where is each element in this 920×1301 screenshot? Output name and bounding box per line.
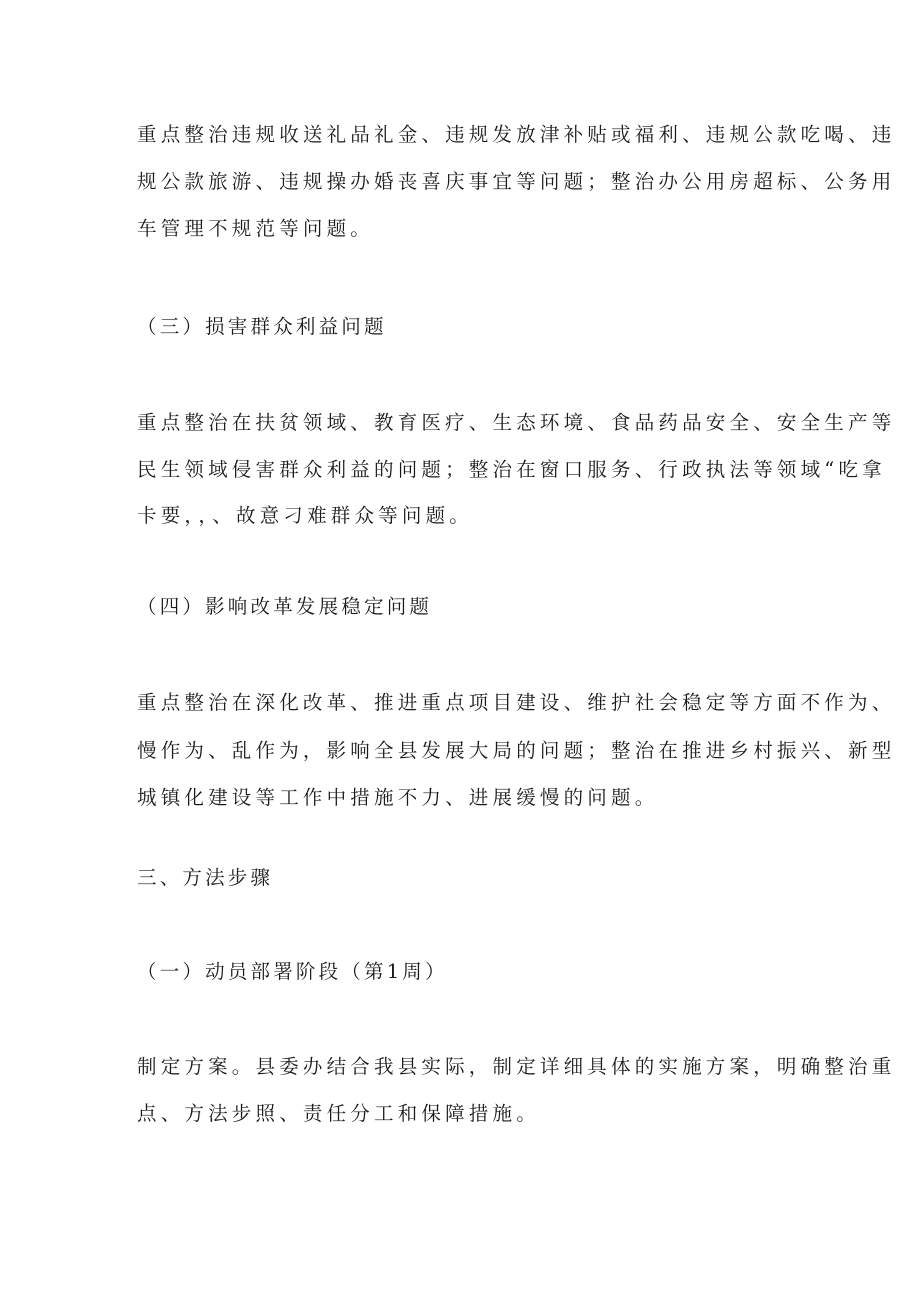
paragraph-line: 重点整治违规收送礼品礼金、违规发放津补贴或福利、违规公款吃喝、违 <box>137 123 896 146</box>
paragraph-line: 车管理不规范等问题。 <box>137 217 375 240</box>
paragraph-line: 慢作为、乱作为，影响全县发展大局的问题；整治在推进乡村振兴、新型 <box>137 739 896 762</box>
paragraph-line: 民生领域侵害群众利益的问题；整治在窗口服务、行政执法等领域“吃拿 <box>137 458 886 481</box>
paragraph-line: 制定方案。县委办结合我县实际，制定详细具体的实施方案，明确整治重 <box>137 1055 896 1078</box>
paragraph-line: 规公款旅游、违规操办婚丧喜庆事宜等问题；整治办公用房超标、公务用 <box>137 170 896 193</box>
paragraph-line: 重点整治在深化改革、推进重点项目建设、维护社会稳定等方面不作为、 <box>137 691 896 714</box>
heading-reform-development-stability: （四）影响改革发展稳定问题 <box>137 595 433 618</box>
heading-harm-public-interests: （三）损害群众利益问题 <box>137 315 387 338</box>
section-heading-methods-steps: 三、方法步骤 <box>137 866 274 889</box>
subheading-mobilization-phase: （一）动员部署阶段（第1周） <box>137 960 448 983</box>
paragraph-line: 重点整治在扶贫领域、教育医疗、生态环境、食品药品安全、安全生产等 <box>137 411 896 434</box>
paragraph-line: 点、方法步照、责任分工和保障措施。 <box>137 1102 540 1125</box>
paragraph-line: 卡要，，、故意刁难群众等问题。 <box>137 504 474 527</box>
paragraph-line: 城镇化建设等工作中措施不力、进展缓慢的问题。 <box>137 786 659 809</box>
